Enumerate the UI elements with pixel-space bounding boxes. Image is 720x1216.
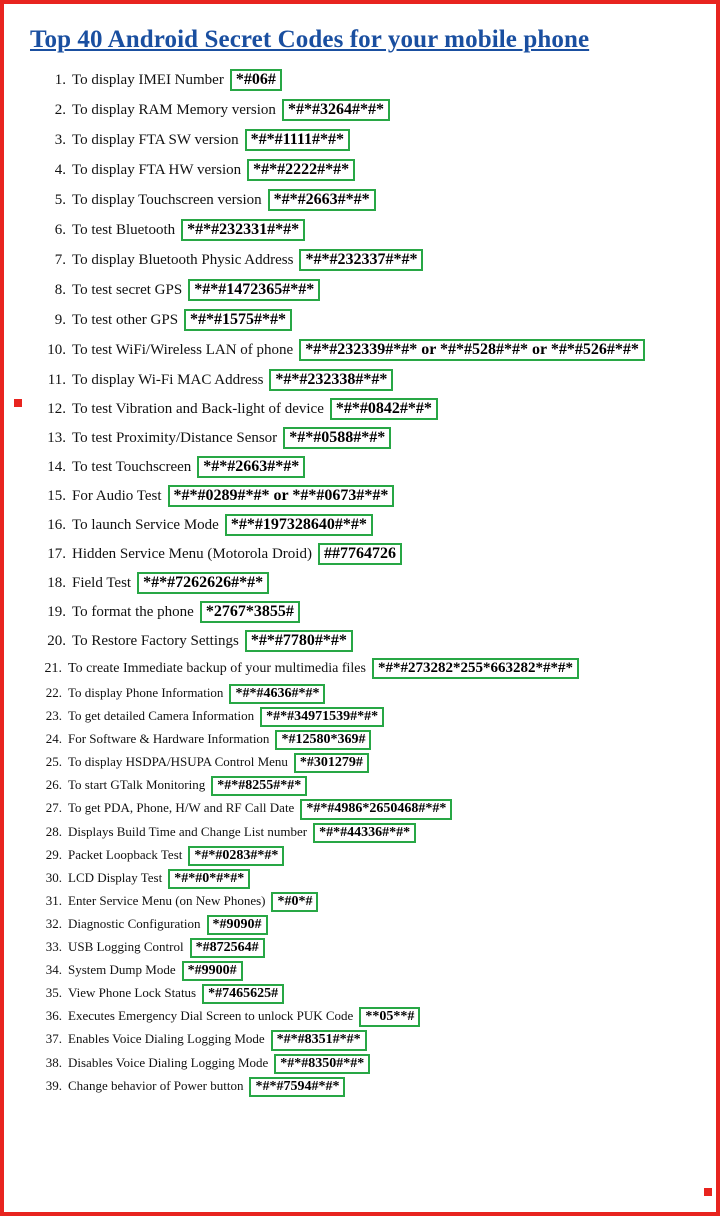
list-item-description: For Software & Hardware Information xyxy=(68,731,270,747)
list-item-number: 17. xyxy=(47,546,66,562)
list-item xyxy=(18,484,706,508)
list-item-description: Displays Build Time and Change List number xyxy=(68,823,308,839)
list-item-number: 28. xyxy=(45,823,62,839)
secret-code-value[interactable]: *#*#7594#*#* xyxy=(249,1077,345,1097)
list-item xyxy=(18,426,706,450)
list-item-number: 35. xyxy=(45,985,62,1001)
list-item-description: To create Immediate backup of your multimedia files xyxy=(68,661,366,676)
list-item xyxy=(18,128,706,152)
list-item xyxy=(18,188,706,212)
list-item-number: 26. xyxy=(45,777,62,793)
list-item-description: System Dump Mode xyxy=(68,962,176,978)
list-item xyxy=(18,959,706,981)
secret-code-value[interactable]: *#*#273282*255*663282*#*#* xyxy=(372,658,579,679)
list-item xyxy=(18,774,706,796)
list-item-number: 38. xyxy=(45,1054,62,1070)
list-item-description: Diagnostic Configuration xyxy=(68,915,201,931)
secret-code-value[interactable]: *#*#1472365#*#* xyxy=(188,279,320,301)
list-item-number: 11. xyxy=(47,372,66,388)
list-item-description: To display Wi-Fi MAC Address xyxy=(72,372,264,388)
list-item-number: 16. xyxy=(47,517,66,533)
list-item xyxy=(18,513,706,537)
list-item-description: To display Phone Information xyxy=(68,685,224,700)
list-item-description: To test secret GPS xyxy=(72,282,183,298)
list-item xyxy=(18,913,706,935)
list-item-description: To start GTalk Monitoring xyxy=(68,777,206,793)
secret-code-value[interactable]: *#12580*369# xyxy=(275,730,371,750)
secret-code-value[interactable]: *#*#3264#*#* xyxy=(282,99,390,121)
list-item-number: 2. xyxy=(54,102,66,118)
list-item-description: Field Test xyxy=(72,575,132,591)
list-item xyxy=(18,728,706,750)
list-item-description: Enables Voice Dialing Logging Mode xyxy=(68,1031,265,1047)
secret-code-value[interactable]: *#*#8351#*#* xyxy=(271,1030,367,1050)
list-item xyxy=(18,218,706,242)
list-item-description: Change behavior of Power button xyxy=(68,1077,244,1093)
list-item-number: 30. xyxy=(45,869,62,885)
secret-code-value[interactable]: *#*#0842#*#* xyxy=(330,398,438,420)
list-item-number: 21. xyxy=(44,661,62,676)
list-item xyxy=(18,629,706,653)
list-item-description: Hidden Service Menu (Motorola Droid) xyxy=(72,546,312,562)
list-item xyxy=(18,982,706,1004)
secret-code-value[interactable]: *2767*3855# xyxy=(200,601,300,623)
list-item-description: To display IMEI Number xyxy=(72,72,224,88)
page-title: Top 40 Android Secret Codes for your mobile phone xyxy=(30,26,590,53)
list-item-description: Enter Service Menu (on New Phones) xyxy=(68,892,266,908)
list-item xyxy=(18,338,706,362)
list-item xyxy=(18,397,706,421)
secret-code-value[interactable]: *#*#0289#*#* or *#*#0673#*#* xyxy=(168,485,395,507)
list-item-number: 8. xyxy=(54,282,66,298)
list-item xyxy=(18,542,706,566)
secret-code-value[interactable]: **05**# xyxy=(359,1007,420,1027)
list-item xyxy=(18,867,706,889)
list-item-description: For Audio Test xyxy=(72,488,162,504)
secret-code-value[interactable]: *#*#8350#*#* xyxy=(274,1054,370,1074)
secret-code-value[interactable]: *#0*# xyxy=(271,892,318,912)
list-item-description: Packet Loopback Test xyxy=(68,846,183,862)
list-item-number: 4. xyxy=(54,162,66,178)
list-item-number: 39. xyxy=(45,1077,62,1093)
list-item-description: To display FTA SW version xyxy=(72,132,239,148)
list-item-number: 22. xyxy=(45,685,62,700)
list-item xyxy=(18,682,706,704)
secret-code-value[interactable]: *#*#8255#*#* xyxy=(211,776,307,796)
list-item-number: 27. xyxy=(45,800,62,816)
list-item-description: To display FTA HW version xyxy=(72,162,242,178)
list-item-description: To display HSDPA/HSUPA Control Menu xyxy=(68,754,288,770)
list-item xyxy=(18,1028,706,1050)
secret-code-value[interactable]: *#*#232337#*#* xyxy=(299,249,423,271)
list-item-number: 32. xyxy=(45,915,62,931)
list-item-number: 12. xyxy=(47,401,66,417)
list-item-description: To display Bluetooth Physic Address xyxy=(72,252,294,268)
list-item-description: To test Bluetooth xyxy=(72,222,176,238)
list-item-description: LCD Display Test xyxy=(68,869,163,885)
list-item xyxy=(18,278,706,302)
list-item xyxy=(18,705,706,727)
list-item xyxy=(18,797,706,819)
list-item-number: 10. xyxy=(47,342,66,358)
list-item xyxy=(18,657,706,680)
list-item-number: 15. xyxy=(47,488,66,504)
list-item-number: 1. xyxy=(54,72,66,88)
secret-code-value[interactable]: *#*#1575#*#* xyxy=(184,309,292,331)
secret-code-value[interactable]: *#*#0588#*#* xyxy=(283,427,391,449)
list-item-number: 5. xyxy=(54,192,66,208)
secret-code-value[interactable]: *#*#197328640#*#* xyxy=(225,514,373,536)
list-item-number: 13. xyxy=(47,430,66,446)
secret-code-value[interactable]: ##7764726 xyxy=(318,543,402,565)
list-item-number: 31. xyxy=(45,892,62,908)
secret-code-value[interactable]: *#9090# xyxy=(207,915,268,935)
list-item xyxy=(18,248,706,272)
list-item xyxy=(18,1005,706,1027)
secret-code-value[interactable]: *#*#2663#*#* xyxy=(268,189,376,211)
list-item xyxy=(18,571,706,595)
secret-code-value[interactable]: *#*#4986*2650468#*#* xyxy=(300,799,452,819)
list-item xyxy=(18,68,706,92)
list-item xyxy=(18,308,706,332)
list-item-number: 24. xyxy=(45,731,62,747)
secret-code-value[interactable]: *#*#1111#*#* xyxy=(245,129,350,151)
right-edge-marker xyxy=(704,1188,712,1196)
list-item-description: To get detailed Camera Information xyxy=(68,708,255,724)
list-item xyxy=(18,1052,706,1074)
list-item-number: 29. xyxy=(45,846,62,862)
list-item-number: 9. xyxy=(54,312,66,328)
list-item xyxy=(18,751,706,773)
list-item-description: USB Logging Control xyxy=(68,939,184,955)
list-item-description: To test Touchscreen xyxy=(72,459,192,475)
list-item-description: To display RAM Memory version xyxy=(72,102,276,118)
list-item-description: Disables Voice Dialing Logging Mode xyxy=(68,1054,269,1070)
secret-code-value[interactable]: *#301279# xyxy=(294,753,369,773)
secret-code-value[interactable]: *#*#232338#*#* xyxy=(269,369,393,391)
list-item xyxy=(18,1075,706,1097)
secret-code-list xyxy=(18,68,706,1097)
list-item xyxy=(18,158,706,182)
secret-code-value[interactable]: *#*#7262626#*#* xyxy=(137,572,269,594)
list-item xyxy=(18,936,706,958)
secret-code-value[interactable]: *#872564# xyxy=(190,938,265,958)
list-item xyxy=(18,455,706,479)
list-item-number: 37. xyxy=(45,1031,62,1047)
secret-code-value[interactable]: *#*#34971539#*#* xyxy=(260,707,384,727)
list-item-description: To launch Service Mode xyxy=(72,517,219,533)
list-item-number: 25. xyxy=(45,754,62,770)
list-item-description: View Phone Lock Status xyxy=(68,985,197,1001)
secret-code-value[interactable]: *#*#4636#*#* xyxy=(229,684,325,704)
list-item xyxy=(18,821,706,843)
list-item-number: 33. xyxy=(45,939,62,955)
list-item-description: To test WiFi/Wireless LAN of phone xyxy=(72,342,294,358)
document-body xyxy=(18,14,706,1204)
secret-code-value[interactable]: *#*#0283#*#* xyxy=(188,846,284,866)
secret-code-value[interactable]: *#*#232339#*#* or *#*#528#*#* or *#*#526#*#* xyxy=(299,339,645,361)
list-item xyxy=(18,890,706,912)
list-item-description: To test Proximity/Distance Sensor xyxy=(72,430,278,446)
list-item-description: To Restore Factory Settings xyxy=(72,633,239,649)
list-item-number: 23. xyxy=(45,708,62,724)
list-item xyxy=(18,98,706,122)
secret-code-value[interactable]: *#*#232331#*#* xyxy=(181,219,305,241)
list-item-number: 7. xyxy=(54,252,66,268)
secret-code-value[interactable]: *#*#7780#*#* xyxy=(245,630,353,652)
list-item-number: 19. xyxy=(47,604,66,620)
list-item-number: 14. xyxy=(47,459,66,475)
list-item-number: 18. xyxy=(47,575,66,591)
list-item xyxy=(18,368,706,392)
list-item-number: 20. xyxy=(47,633,66,649)
list-item-number: 36. xyxy=(45,1008,62,1024)
secret-code-value[interactable]: *#06# xyxy=(230,69,282,91)
list-item-description: To display Touchscreen version xyxy=(72,192,262,208)
secret-code-value[interactable]: *#*#0*#*#* xyxy=(168,869,250,889)
list-item xyxy=(18,844,706,866)
secret-code-value[interactable]: *#*#2222#*#* xyxy=(247,159,355,181)
left-edge-marker xyxy=(14,399,22,407)
secret-code-value[interactable]: *#7465625# xyxy=(202,984,284,1004)
list-item-description: To get PDA, Phone, H/W and RF Call Date xyxy=(68,800,295,816)
list-item-description: To test other GPS xyxy=(72,312,179,328)
list-item-number: 34. xyxy=(45,962,62,978)
secret-code-value[interactable]: *#9900# xyxy=(182,961,243,981)
list-item-number: 6. xyxy=(54,222,66,238)
list-item-number: 3. xyxy=(54,132,66,148)
list-item xyxy=(18,600,706,624)
list-item-description: To test Vibration and Back-light of device xyxy=(72,401,324,417)
list-item-description: To format the phone xyxy=(72,604,194,620)
secret-code-value[interactable]: *#*#2663#*#* xyxy=(197,456,305,478)
list-item-description: Executes Emergency Dial Screen to unlock PUK Code xyxy=(68,1008,354,1024)
secret-code-value[interactable]: *#*#44336#*#* xyxy=(313,823,416,843)
